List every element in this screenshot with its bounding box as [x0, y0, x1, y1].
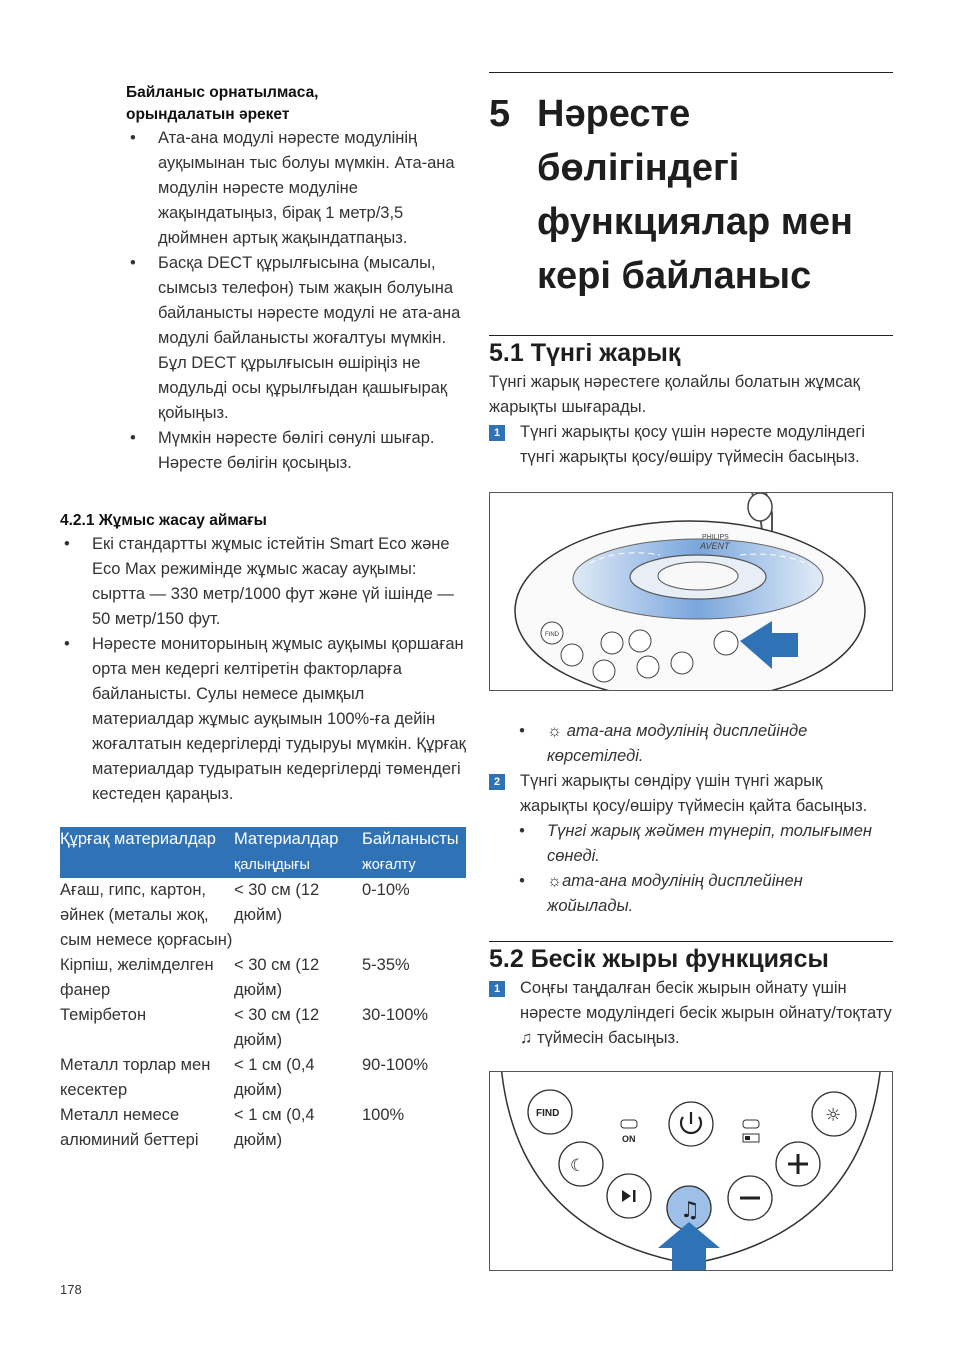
table-cell: < 30 см (12 дюйм) [234, 881, 320, 924]
trouble-heading-line2: орындалатын әрекет [126, 106, 290, 123]
section-title-lullaby: 5.2 Бесік жыры функциясы [489, 945, 829, 973]
chapter-rule [489, 72, 893, 73]
chapter-title-line: Нәресте [537, 93, 691, 135]
page-number: 178 [60, 1282, 82, 1297]
table-cell: Темірбетон [60, 1006, 147, 1024]
step-number-badge: 2 [489, 774, 505, 790]
chapter-title [489, 87, 893, 303]
brand-label: PHILIPS [702, 534, 729, 541]
trouble-bullets [126, 126, 470, 476]
night-light-icon: ☼ [547, 872, 563, 890]
table-cell: 30-100% [362, 1006, 429, 1024]
list-item: • Басқа DECT құрылғысына (мысалы, сымсыз телефон) тым жақын болуына байланысты нәресте модулі не ата-ана модулі байланысты жоғалтуы мүмкін. Бұл DECT құрылғысын өшіріңіз не модульді осы құрылғыдан қашығырақ қойыңыз. [126, 251, 470, 426]
step1-result [515, 719, 893, 769]
range-section [60, 510, 470, 1153]
table-header: Құрғақ материалдар [60, 827, 234, 878]
chapter-title-line: функциялар мен [537, 201, 853, 243]
table-row [60, 1103, 466, 1153]
step-lullaby-1 [489, 976, 893, 1051]
step-text: Түнгі жарықты сөндіру үшін түнгі жарық жарықты қосу/өшіру түймесін қайта басыңыз. [520, 772, 868, 815]
range-heading: 4.2.1 Жұмыс жасау аймағы [60, 512, 267, 529]
table-row [60, 953, 466, 1003]
right-column [489, 72, 893, 1271]
control-panel-illustration [490, 1072, 892, 1270]
find-label: FIND [545, 632, 559, 638]
step-text: Соңғы таңдалған бесік жырын ойнату үшін нәресте модуліндегі бесік жырын ойнату/тоқтату ♫ түймесін басыңыз. [520, 979, 892, 1047]
list-item: • Түнгі жарық жәймен түнеріп, толығымен сөнеді. [515, 819, 893, 869]
table-cell: Металл немесе алюминий беттері [60, 1106, 199, 1149]
left-column [60, 82, 470, 1153]
table-cell: Металл торлар мен кесектер [60, 1056, 211, 1099]
materials-table [60, 827, 466, 1153]
list-item: • Ата-ана модулі нәресте модулінің ауқымынан тыс болуы мүмкін. Ата-ана модулін нәресте модуліне жақындатыңыз, бірақ 1 метр/3,5 дюймнен артық жақындатпаңыз. [126, 126, 470, 251]
list-item: • Мүмкін нәресте бөлігі сөнулі шығар. Нәресте бөлігін қосыңыз. [126, 426, 470, 476]
list-item: • Екі стандартты жұмыс істейтін Smart Eco және Eco Max режимінде жұмыс жасау ауқымы: сыртта — 330 метр/1000 фут және үй ішінде — 50 метр/150 фут. [60, 532, 470, 632]
table-header: Байланысты жоғалту [362, 827, 466, 878]
chapter-title-line: кері байланыс [537, 255, 812, 297]
table-header: Материалдар қалыңдығы [234, 827, 362, 878]
step-number-badge: 1 [489, 981, 505, 997]
model-label: AVENT [700, 541, 730, 551]
table-row [60, 1053, 466, 1103]
list-item: • ☼ата-ана модулінің дисплейінен жойылады. [515, 869, 893, 919]
table-cell: < 1 см (0,4 дюйм) [234, 1056, 315, 1099]
range-bullets [60, 532, 470, 807]
night-light-icon: ☼ [825, 1105, 842, 1126]
list-item: • ☼ ата-ана модулінің дисплейінде көрсетіледі. [515, 719, 893, 769]
table-cell: Ағаш, гипс, картон, әйнек (металы жоқ, сым немесе қорғасын) [60, 881, 233, 949]
find-label: FIND [536, 1108, 560, 1119]
night-light-figure [489, 492, 893, 691]
chapter-title-text [537, 87, 853, 303]
connection-trouble-section [126, 82, 470, 476]
chapter-title-line: бөлігіндегі [537, 147, 740, 189]
night-light-intro: Түнгі жарық нәрестеге қолайлы болатын жұмсақ жарықты шығарады. [489, 373, 860, 416]
step-text: Түнгі жарықты қосу үшін нәресте модуліндегі түнгі жарықты қосу/өшіру түймесін басыңыз. [520, 423, 866, 466]
table-row [60, 878, 466, 953]
step-number-badge: 1 [489, 425, 505, 441]
lullaby-figure [489, 1071, 893, 1271]
table-cell: 5-35% [362, 956, 410, 974]
moon-stars-icon: ☾ [570, 1156, 586, 1176]
table-row [60, 1003, 466, 1053]
trouble-heading-line1: Байланыс орнатылмаса, [126, 84, 319, 101]
table-cell: < 1 см (0,4 дюйм) [234, 1106, 315, 1149]
section-title-night-light: 5.1 Түнгі жарық [489, 339, 681, 367]
list-item: • Нәресте мониторының жұмыс ауқымы қоршаған орта мен кедергі келтіретін факторларға байланысты. Сулы немесе дымқыл материалдар жұмыс ауқымын 100%-ға дейін жоғалтатын кедергілерді тудыруы мүмкін. Құрғақ материалдар тудыратын кедергілерді төмендегі кестеден қараңыз. [60, 632, 470, 807]
table-cell: 0-10% [362, 881, 410, 899]
table-cell: < 30 см (12 дюйм) [234, 1006, 320, 1049]
chapter-number: 5 [489, 93, 511, 135]
table-cell: Кірпіш, желімделген фанер [60, 956, 214, 999]
baby-unit-illustration [490, 493, 892, 690]
step-1 [489, 420, 893, 470]
on-label: ON [622, 1134, 636, 1144]
table-cell: 100% [362, 1106, 405, 1124]
table-cell: 90-100% [362, 1056, 429, 1074]
table-header-row [60, 827, 466, 878]
table-cell: < 30 см (12 дюйм) [234, 956, 320, 999]
step2-results [515, 819, 893, 919]
night-light-icon: ☼ [547, 722, 567, 740]
music-note-icon: ♫ [680, 1198, 700, 1223]
step-2 [489, 769, 893, 819]
trouble-heading [126, 82, 470, 126]
on-indicator [621, 1120, 637, 1128]
